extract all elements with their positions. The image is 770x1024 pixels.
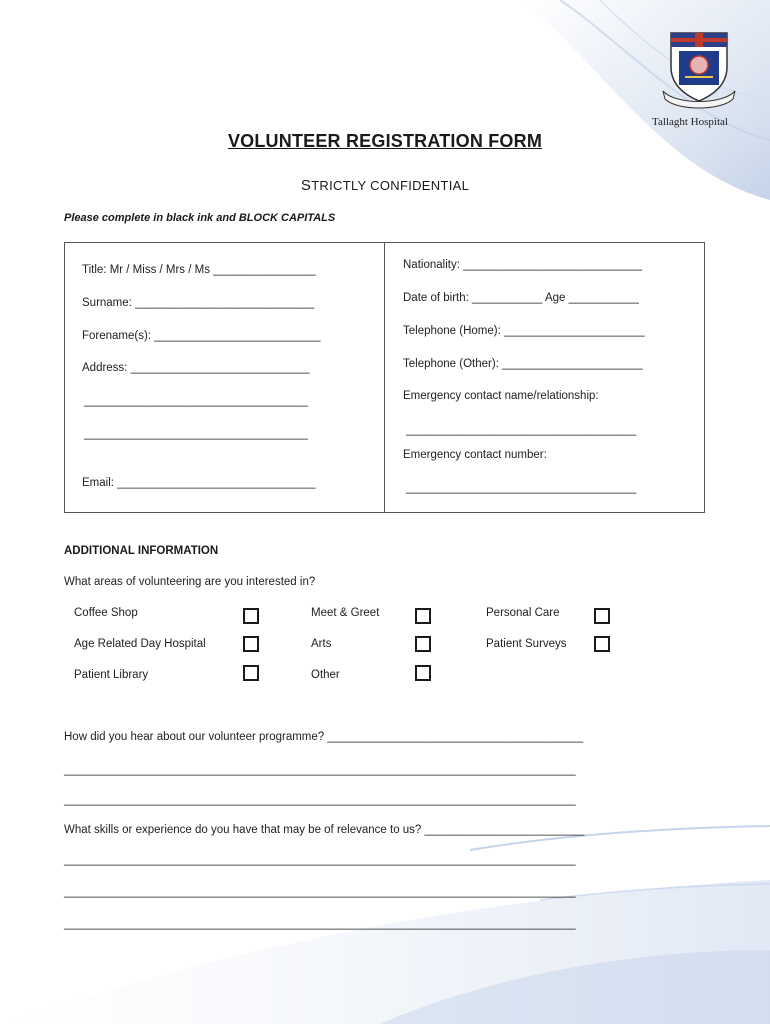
- forenames-field[interactable]: Forename(s): __________________________: [82, 330, 321, 342]
- nationality-field[interactable]: Nationality: ____________________________: [403, 259, 643, 271]
- option-arts-label: Arts: [311, 638, 332, 650]
- skills-line-4[interactable]: ________________________________________________________________________________: [64, 918, 576, 930]
- logo-caption: Tallaght Hospital: [652, 116, 728, 128]
- volunteering-areas-question: What areas of volunteering are you interested in?: [64, 576, 316, 588]
- option-personal-care-checkbox[interactable]: [594, 608, 610, 624]
- option-patient-library-checkbox[interactable]: [243, 665, 259, 681]
- hear-about-line-3[interactable]: ________________________________________________________________________________: [64, 794, 576, 806]
- personal-details-divider: [384, 242, 385, 513]
- option-patient-surveys-checkbox[interactable]: [594, 636, 610, 652]
- form-instruction: Please complete in black ink and BLOCK CAPITALS: [64, 212, 336, 224]
- skills-line-2[interactable]: ________________________________________________________________________________: [64, 854, 576, 866]
- address-line-3[interactable]: ___________________________________: [84, 428, 308, 440]
- address-field[interactable]: Address: ____________________________: [82, 362, 310, 374]
- option-patient-library-label: Patient Library: [74, 669, 149, 681]
- email-field[interactable]: Email: _______________________________: [82, 477, 316, 489]
- title-field[interactable]: Title: Mr / Miss / Mrs / Ms ________________: [82, 264, 316, 276]
- form-title: VOLUNTEER REGISTRATION FORM: [227, 131, 543, 151]
- emergency-contact-number-label: Emergency contact number:: [403, 449, 547, 461]
- hospital-crest-icon: [655, 27, 743, 113]
- skills-line-3[interactable]: ________________________________________________________________________________: [64, 886, 576, 898]
- telephone-other-field[interactable]: Telephone (Other): ______________________: [403, 358, 643, 370]
- option-coffee-shop-label: Coffee Shop: [74, 607, 138, 619]
- option-other-label: Other: [311, 669, 340, 681]
- emergency-contact-number-line[interactable]: ____________________________________: [406, 482, 637, 494]
- option-other-checkbox[interactable]: [415, 665, 431, 681]
- surname-field[interactable]: Surname: ____________________________: [82, 297, 315, 309]
- emergency-contact-name-label: Emergency contact name/relationship:: [403, 390, 599, 402]
- option-arts-checkbox[interactable]: [415, 636, 431, 652]
- option-age-related-label: Age Related Day Hospital: [74, 638, 206, 650]
- hear-about-line-2[interactable]: ________________________________________________________________________________: [64, 764, 576, 776]
- option-meet-greet-label: Meet & Greet: [311, 607, 380, 619]
- dob-age-field[interactable]: Date of birth: ___________ Age ___________: [403, 292, 639, 304]
- option-age-related-checkbox[interactable]: [243, 636, 259, 652]
- hear-about-question[interactable]: How did you hear about our volunteer programme? ________________________________________: [64, 731, 584, 743]
- option-meet-greet-checkbox[interactable]: [415, 608, 431, 624]
- form-subtitle: STRICTLY CONFIDENTIAL: [300, 177, 470, 194]
- skills-question[interactable]: What skills or experience do you have that may be of relevance to us? _________________________: [64, 824, 585, 836]
- additional-info-heading: ADDITIONAL INFORMATION: [64, 545, 219, 557]
- address-line-2[interactable]: ___________________________________: [84, 395, 308, 407]
- emergency-contact-name-line[interactable]: ____________________________________: [406, 424, 637, 436]
- option-personal-care-label: Personal Care: [486, 607, 560, 619]
- telephone-home-field[interactable]: Telephone (Home): ______________________: [403, 325, 645, 337]
- option-coffee-shop-checkbox[interactable]: [243, 608, 259, 624]
- option-patient-surveys-label: Patient Surveys: [486, 638, 567, 650]
